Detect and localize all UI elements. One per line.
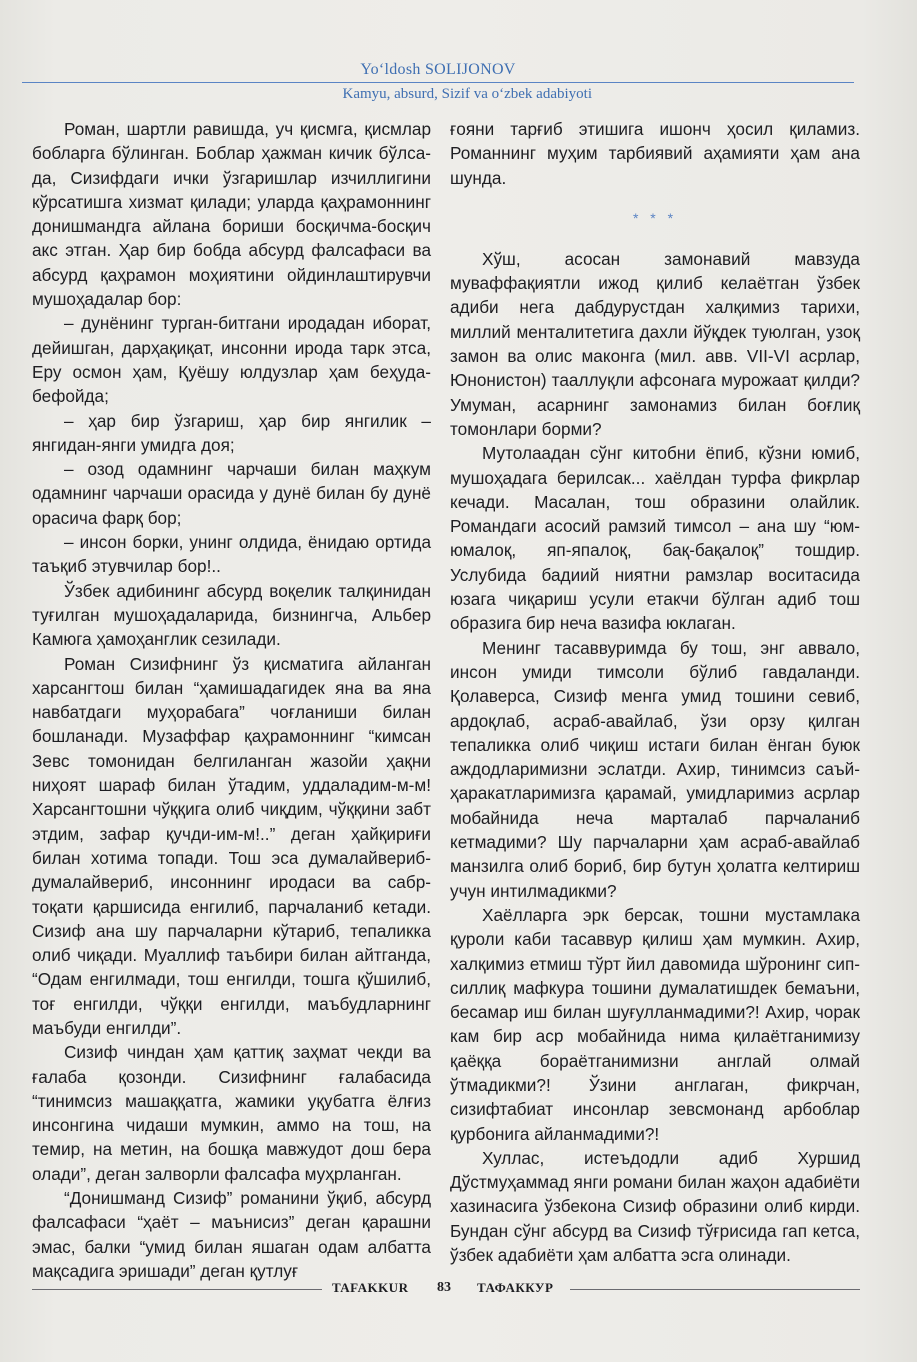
footer-rule-right [570, 1289, 860, 1290]
paragraph: Ўзбек адибининг абсурд воқелик талқинидан туғилган мушоҳадаларида, бизнингча, Альбер Камюга ҳамоҳанглик сезилади. [32, 580, 431, 650]
paragraph-continued: ғояни тарғиб этишига ишонч ҳосил қиламиз. Романнинг муҳим тарбиявий аҳамияти ҳам ана шунда. [450, 119, 860, 188]
paragraph: Роман, шартли равишда, уч қисмга, қисмлар бобларга бўлинган. Боблар ҳажман кичик бўлса-да, Сизифдаги ички ўзгаришлар изчиллигини кўрсатишга хизмат қилади; уларда қаҳрамоннинг донишмандга айлана бориши босқичма-босқич акс этган. Ҳар бир бобда абсурд фалсафаси ва абсурд қаҳрамон моҳиятини ойдинлаштирувчи мушоҳадалар бор: [32, 119, 431, 310]
paragraph: Мутолаадан сўнг китобни ёпиб, кўзни юмиб, мушоҳадага берилсак... хаёлдан турфа фикрлар кечади. Масалан, тош образини олайлик. Романдаги асосий рамзий тимсол – ана шу “юм-юмалоқ, яп-япалоқ, бақ-бақалоқ” тошдир. Услубида бадиий ниятни рамзлар воситасида юзага чиқариш усули етакчи бўлган адиб тош образига бир неча вазифа юклаган. [450, 443, 860, 634]
paragraph: Менинг тасаввуримда бу тош, энг аввало, инсон умиди тимсоли бўлиб гавдаланди. Қолаверса, Сизиф менга умид тошини севиб, ардоқлаб, асраб-авайлаб, ўзи орзу қилган тепаликка олиб чиқиш истаги билан ёнган буюк аждодларимизни эслатди. Ахир, тинимсиз саъй-ҳаракатларимизга қарамай, умидларимиз асрлар мобайнида неча марталаб парчаланиб кетмадими? Шу парчаларни ҳам асраб-авайлаб манзилга олиб бориб, бир бутун ҳолатга келтириш учун интилмадикми? [450, 637, 860, 901]
paragraph: Роман Сизифнинг ўз қисматига айланган харсангтош билан “ҳамишадагидек яна ва яна навбатдаги муҳорабага” чоғланиши билан бошланади. Музаффар қаҳрамоннинг “кимсан Зевс томонидан белгиланган жазойи ҳақни ниҳоят шараф билан ўтадим, уддаладим-м-м! Харсангтошни чўққига олиб чиқдим, чўққини забт этдим, зафар қучди-им-м!..” деган ҳайқириғи билан хотима топади. Тош эса думалайвериб-думалайвериб, инсоннинг иродаси ва сабр-тоқати қаршисида енгилиб, парчаланиб кетади. Сизиф ана шу парчаларни кўтариб, тепаликка олиб чиқади. Муаллиф таъбири билан айтганда, “Одам енгилмади, тош енгилди, тошга қўшилиб, тоғ енгилди, чўққи енгилди, маъбудларнинг маъбуди енгилди”. [32, 653, 431, 1038]
paragraph: Сизиф чиндан ҳам қаттиқ заҳмат чекди ва ғалаба қозонди. Сизифнинг ғалабасида “тинимсиз машаққатга, жамики уқубатга ёлғиз инсонгина чидаши мумкин, аммо на тош, на темир, на метин, на бошқа мавжудот дош бера олади”, деган залворли фалсафа муҳрланган. [32, 1042, 431, 1184]
paragraph: Хуллас, истеъдодли адиб Хуршид Дўстмуҳаммад янги романи билан жаҳон адабиёти хазинасига ўзбекона Сизиф образини олиб кирди. Бундан сўнг абсурд ва Сизиф тўғрисида гап кетса, ўзбек адабиёти ҳам албатта эсга олинади. [450, 1147, 860, 1266]
header-subtitle: Kamyu, absurd, Sizif va o‘zbek adabiyoti [342, 86, 592, 102]
paragraph: – инсон борки, унинг олдида, ёнидаю ортида таъқиб этувчилар бор!.. [32, 532, 431, 577]
paragraph: “Донишманд Сизиф” романини ўқиб, абсурд фалсафаси “ҳаёт – маънисиз” деган қарашни эмас, балки “умид билан яшаган одам албатта мақсадига эришади” деган қутлуғ [32, 1188, 431, 1281]
paragraph: – дунёнинг турган-битгани иродадан иборат, дейишган, дарҳақиқат, инсонни ирода тарк этса, Еру осмон ҳам, Қуёшу юлдузлар ҳам беҳуда-бефойда; [32, 313, 431, 407]
left-column [32, 117, 431, 1283]
right-column [450, 117, 860, 1267]
header-author: Yo‘ldosh SOLIJONOV [360, 61, 516, 78]
running-footer [32, 1280, 860, 1300]
header-rule [22, 82, 854, 83]
section-separator: * * * [632, 209, 678, 226]
paragraph: Хўш, асосан замонавий мавзуда муваффақиятли ижод қилиб келаётган ўзбек адиби негa дабдурустдан халқимиз тарихи, миллий менталитетига дахли йўқдек туюлган, узоқ замон ва олис маконга (мил. авв. VII-VI асрлар, Юнонистон) тааллуқли афсонага мурожаат қилди? Умуман, асарнинг замонамиз билан боғлиқ томонлари борми? [450, 248, 860, 439]
running-header [22, 60, 854, 103]
paragraph: Хаёлларга эрк берсак, тошни мустамлака қуроли каби тасаввур қилиш ҳам мумкин. Ахир, халқимиз етмиш тўрт йил давомида шўронинг сип-силлиқ мафкура тошини думалатишдек бемаъни, бесамар иш билан шуғулланмадими?! Ахир, чорак кам бир аср мобайнида нима қилаётганимизу қаёққа бораётганимизни англай олмай ўтмадикми?! Ўзини англаган, фикрчан, сизифтабиат инсонлар зевсмонанд арбоблар қурбонига айланмадими?! [450, 904, 860, 1144]
paragraph: – озод одамнинг чарчаши билан маҳкум одамнинг чарчаши орасида у дунё билан бу дунё орасича фарқ бор; [32, 459, 431, 528]
footer-magazine-cyrillic: ТАФАККУР [477, 1280, 554, 1295]
footer-magazine-latin: TAFAKKUR [332, 1280, 409, 1295]
page-number: 83 [437, 1280, 451, 1295]
paragraph: – ҳар бир ўзгариш, ҳар бир янгилик – янгидан-янги умидга доя; [32, 410, 431, 455]
footer-rule-left [32, 1289, 322, 1290]
